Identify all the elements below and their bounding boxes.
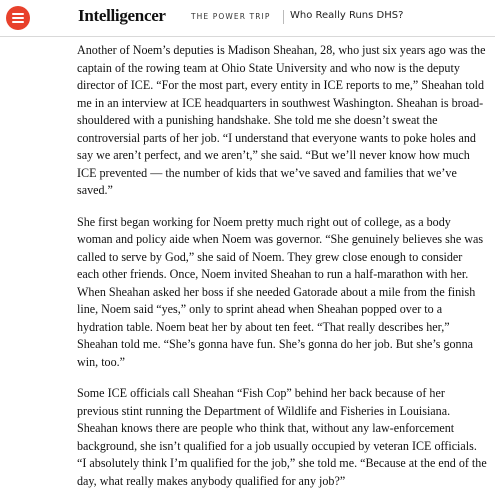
section-label[interactable]: THE POWER TRIP (191, 12, 271, 21)
article-paragraph: Some ICE officials call Sheahan “Fish Cop” behind her back because of her previous stint running the Department of Wildlife and Fisheries in Louisiana. Sheahan knows there are people who think that, without any law-enforcement background, she isn’t qualified for a job usually occupied by veteran ICE officials. “I absolutely think I’m qualified for the job,” she told me. “Because at the end of the day, what really makes anybody qualified for any job?” (77, 386, 487, 488)
article-paragraph: Another of Noem’s deputies is Madison Sheahan, 28, who just six years ago was the captain of the rowing team at Ohio State University and who now is the deputy director of ICE. “For the most part, every entity in ICE reports to me,” Sheahan told me in an interview at ICE headquarters in southwest Washington. Sheahan is broad-shouldered with a punishing handshake. She told me she doesn’t sweat the controversial parts of her job. “I understand that everyone wants to poke holes and say we aren’t perfect, and we aren’t,” she said. “But we’ll never know how much ICE prevented — the number of kids that we’ve saved and families that we’ve saved.” (77, 43, 486, 197)
hamburger-menu-icon[interactable] (6, 6, 30, 30)
article-headline: Who Really Runs DHS? (290, 10, 404, 21)
menu-line (12, 21, 24, 23)
header-divider (283, 10, 284, 24)
site-logo[interactable]: Intelligencer (78, 6, 166, 25)
top-navigation-bar (0, 0, 495, 37)
article-paragraph: She first began working for Noem pretty much right out of college, as a body woman and policy aide when Noem was governor. “She genuinely believes she was called to serve by God,” she said of Noem. They grew close enough to consider each other friends. Once, Noem invited Sheahan to run a half-marathon with her. When Sheahan asked her boss if she needed Gatorade about a mile from the finish line, Noem said “yes,” only to sprint ahead when Sheahan popped over to a hydration table. Noem beat her by about ten feet. “That really describes her,” Sheahan told me. “She’s gonna have fun. She’s gonna do her job. But she’s gonna win, too.” (77, 214, 484, 369)
menu-line (12, 13, 24, 15)
menu-line (12, 17, 24, 19)
article-body (77, 42, 487, 500)
